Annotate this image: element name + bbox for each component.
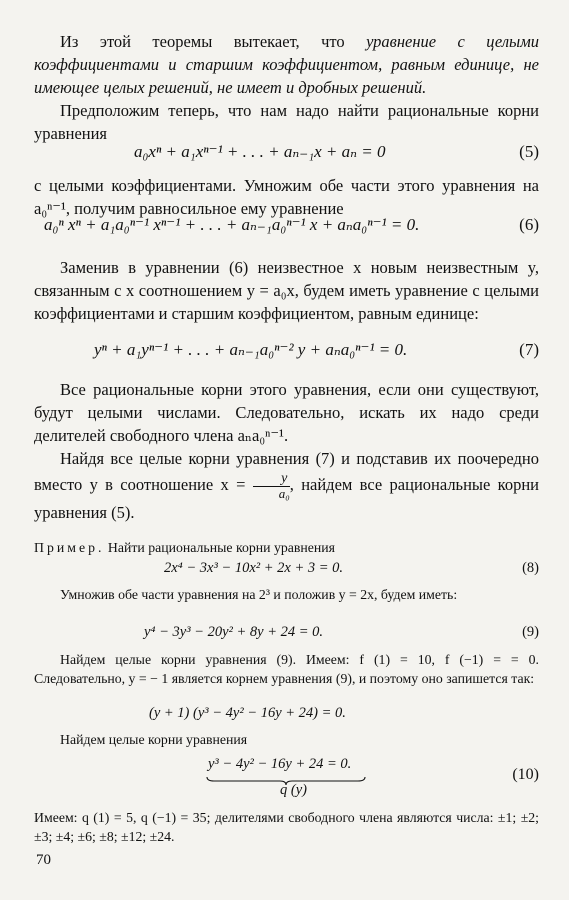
paragraph-substitute: Заменив в уравнении (6) неизвестное x новым неизвестным y, связанным с x соотношением y = a₀x, будем иметь уравнение с целыми коэффициентами и старшим коэффициентом, равным единице: — [34, 258, 539, 323]
equation-6 — [34, 215, 539, 241]
paragraph-multiply: с целыми коэффициентами. Умножим обе части этого уравнения на a₀ⁿ⁻¹, получим равносильное ему уравнение — [34, 176, 539, 218]
example-heading — [34, 538, 539, 557]
paragraph-divisors: Имеем: q (1) = 5, q (−1) = 35; делителями свободного члена являются числа: ±1; ±2; ±3; ±4; ±6; ±8; ±12; ±24. — [34, 810, 539, 844]
equation-7-body: yⁿ + a₁yⁿ⁻¹ + . . . + aₙ₋₁a₀ⁿ⁻² y + aₙa₀ⁿ⁻¹ = 0. — [94, 340, 408, 359]
example-label: Пример. — [34, 540, 105, 555]
equation-6-number: (6) — [519, 215, 539, 234]
equation-8-number: (8) — [522, 560, 539, 576]
equation-5 — [34, 142, 539, 168]
equation-7-number: (7) — [519, 340, 539, 359]
paragraph-rational-roots: Все рациональные корни этого уравнения, если они существуют, будут целыми числами. Следовательно, искать их надо среди делителей свободного члена aₙa₀ⁿ⁻¹. — [34, 380, 539, 445]
equation-5-body: a₀xⁿ + a₁xⁿ⁻¹ + . . . + aₙ₋₁x + aₙ = 0 — [134, 142, 386, 161]
paragraph-theorem-consequence — [34, 30, 539, 99]
equation-10-body: y³ − 4y² − 16y + 24 = 0. — [208, 756, 352, 772]
example-text: Найти рациональные корни уравнения — [104, 540, 336, 555]
equation-7 — [34, 340, 539, 366]
text-run: Из этой теоремы вытекает, что — [60, 32, 367, 51]
equation-8-body: 2x⁴ − 3x³ − 10x² + 2x + 3 = 0. — [164, 560, 344, 576]
equation-factored — [34, 705, 539, 731]
paragraph-multiply-2cubed: Умножив обе части уравнения на 2³ и положив y = 2x, будем иметь: — [60, 587, 458, 602]
equation-10 — [34, 766, 539, 792]
equation-6-body: a₀ⁿ xⁿ + a₁a₀ⁿ⁻¹ xⁿ⁻¹ + . . . + aₙ₋₁a₀ⁿ⁻¹ x + aₙa₀ⁿ⁻¹ = 0. — [44, 215, 420, 234]
paragraph-suppose: Предположим теперь, что нам надо найти рациональные корни уравнения — [34, 101, 539, 143]
paragraph-find-all — [34, 447, 539, 525]
text-run: , найдем все рациональные корни уравнения (5). — [34, 474, 539, 522]
equation-8 — [34, 560, 539, 586]
equation-5-number: (5) — [519, 142, 539, 161]
equation-10-q-label: q (y) — [280, 782, 307, 798]
equation-9 — [34, 624, 539, 650]
text-run: Найдя все целые корни уравнения (7) и подставив их поочередно вместо y в соотношение x = — [34, 449, 539, 494]
italic-statement: уравнение с целыми коэффициентами и старшим коэффициентом, равным единице, не имеющее целых решений, не имеет и дробных решений. — [34, 32, 539, 97]
fraction-y-over-a0 — [253, 471, 290, 501]
equation-factored-body: (y + 1) (y³ − 4y² − 16y + 24) = 0. — [149, 705, 346, 721]
fraction-numerator: y — [253, 471, 290, 487]
page-number: 70 — [36, 852, 51, 868]
fraction-denominator: a₀ — [278, 486, 290, 501]
paragraph-integer-roots-9: Найдем целые корни уравнения (9). Имеем: f (1) = 10, f (−1) = = 0. Следовательно, y = − 1 является корнем уравнения (9), и поэтому оно запишется так: — [34, 652, 539, 686]
equation-9-number: (9) — [522, 624, 539, 640]
equation-10-number: (10) — [512, 766, 539, 783]
equation-9-body: y⁴ − 3y³ − 20y² + 8y + 24 = 0. — [144, 624, 324, 640]
paragraph-integer-roots-10: Найдем целые корни уравнения — [60, 732, 248, 747]
